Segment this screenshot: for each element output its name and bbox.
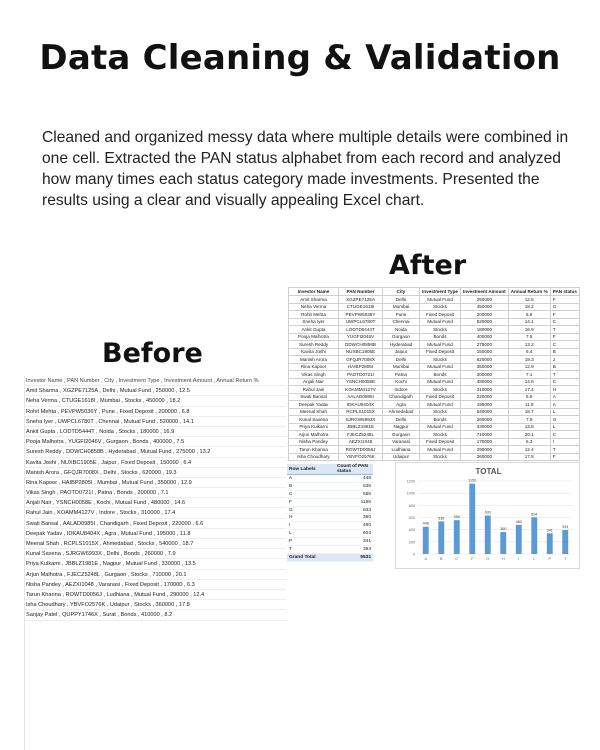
after-cell: 12.5 [508, 296, 550, 304]
after-cell: G [550, 303, 579, 311]
after-cell: L [550, 408, 579, 416]
table-row [289, 401, 580, 409]
after-cell: 710000 [461, 431, 509, 439]
before-data-line: Deepak Yadav , IDKAU8404X , Agra , Mutual Fund , 195000 , 11.8 [25, 529, 286, 539]
after-cell: G [550, 416, 579, 424]
pivot-count-cell: 394 [335, 546, 373, 554]
pivot-count-cell: 480 [335, 522, 373, 530]
after-cell: 540000 [461, 408, 509, 416]
after-cell: Ankit Gupta [289, 326, 339, 334]
x-tick-label: T [564, 557, 567, 561]
after-cell: Amit Sharma [289, 296, 339, 304]
after-cell: Varanasi [383, 438, 420, 446]
after-cell: Pune [383, 311, 420, 319]
after-cell: Hyderabad [383, 341, 420, 349]
after-cell: Mutual Fund [420, 446, 461, 454]
after-cell: 12.4 [508, 446, 550, 454]
pivot-count-cell: 633 [335, 506, 373, 514]
pivot-row [287, 498, 373, 506]
table-row [289, 453, 580, 461]
before-data-line: Nisha Pandey , AEZXI1048 , Varanasi , Fixed Deposit , 170000 , 6.3 [25, 580, 286, 590]
table-row [289, 423, 580, 431]
table-row [289, 408, 580, 416]
before-data-line: Priya Kulkarni , JBBLZ1981E , Nagpur , Mutual Fund , 330000 , 13.5 [25, 559, 286, 569]
table-row [289, 393, 580, 401]
table-row [289, 386, 580, 394]
after-cell: YUGFI2046V [339, 333, 383, 341]
after-cell: 17.8 [508, 453, 550, 461]
after-cell: 18.7 [508, 408, 550, 416]
after-cell: C [550, 341, 579, 349]
after-cell: Kavita Joshi [289, 348, 339, 356]
after-cell: 18.2 [508, 303, 550, 311]
table-row [289, 371, 580, 379]
after-cell: I [550, 438, 579, 446]
bar-data-label: 604 [531, 512, 538, 517]
after-cell: A [550, 401, 579, 409]
pivot-label-cell: L [287, 530, 335, 538]
after-cell: 6.8 [508, 311, 550, 319]
after-cell: B [550, 348, 579, 356]
after-cell: 200000 [461, 311, 509, 319]
after-cell: C [550, 318, 579, 326]
after-cell: F [550, 453, 579, 461]
after-cell: AEZXI1048 [339, 438, 383, 446]
after-cell: Neha Verma [289, 303, 339, 311]
bar [531, 517, 537, 554]
chart-title: TOTAL [475, 467, 502, 476]
table-row [289, 363, 580, 371]
bar [500, 532, 506, 554]
table-row [289, 333, 580, 341]
after-header-cell: Investor Name [289, 288, 339, 296]
after-cell: Nisha Pandey [289, 438, 339, 446]
after-cell: 19.3 [508, 356, 550, 364]
bar [547, 533, 553, 554]
after-cell: Mutual Fund [420, 363, 461, 371]
after-cell: 13.2 [508, 341, 550, 349]
after-cell: 195000 [461, 401, 509, 409]
pivot-label-cell: H [287, 514, 335, 522]
after-cell: Rina Kapoor [289, 363, 339, 371]
after-cell: Stocks [420, 326, 461, 334]
pivot-label-cell: G [287, 506, 335, 514]
after-cell: YBVFO2576K [339, 453, 383, 461]
bar-data-label: 633 [484, 510, 491, 515]
bar-data-label: 341 [546, 528, 553, 533]
after-cell: AALAD0985I [339, 393, 383, 401]
after-cell: Gurgaon [383, 333, 420, 341]
bar [423, 527, 429, 554]
after-header-cell: PAN Number [339, 288, 383, 296]
after-cell: Fixed Deposit [420, 311, 461, 319]
after-cell: Delhi [383, 356, 420, 364]
chart-canvas [396, 463, 581, 570]
after-cell: Delhi [383, 416, 420, 424]
pivot-row [287, 482, 373, 490]
before-data-line: Anjali Nair , YSNCH0058E , Kochi , Mutual Fund , 480000 , 14.6 [25, 498, 286, 508]
after-cell: Kochi [383, 378, 420, 386]
pivot-label-cell: I [287, 522, 335, 530]
after-cell: C [550, 378, 579, 386]
after-cell: Bonds [420, 416, 461, 424]
pivot-count-cell: 556 [335, 490, 373, 498]
after-cell: Mumbai [383, 303, 420, 311]
after-cell: 14.1 [508, 318, 550, 326]
after-cell: Udaipur [383, 453, 420, 461]
after-cell: Mutual Fund [420, 318, 461, 326]
table-row [289, 341, 580, 349]
after-cell: Ahmedabad [383, 408, 420, 416]
after-cell: Swati Bansal [289, 393, 339, 401]
pivot-count-cell: 448 [335, 475, 373, 483]
after-cell: 7.5 [508, 333, 550, 341]
after-cell: Priya Kulkarni [289, 423, 339, 431]
after-cell: 360000 [461, 453, 509, 461]
before-data-line: Manish Arora , GFQJR7008X , Delhi , Stocks , 620000 , 19.3 [25, 468, 286, 478]
after-cell: PAOTD0721I [339, 371, 383, 379]
after-cell: 350000 [461, 363, 509, 371]
after-cell: Stocks [420, 453, 461, 461]
x-tick-label: B [439, 557, 443, 561]
pivot-total-value: 5531 [335, 553, 373, 561]
pivot-row [287, 538, 373, 546]
after-header-cell: Investment Amount [461, 288, 509, 296]
after-cell: 310000 [461, 386, 509, 394]
after-cell: 150000 [461, 348, 509, 356]
after-cell: PEVPW5036Y [339, 311, 383, 319]
after-cell: Rohit Mehta [289, 311, 339, 319]
after-cell: Mutual Fund [420, 401, 461, 409]
description: Cleaned and organized messy data where multiple details were combined in one cell. Extracted the PAN status alphabet from each record and analyzed how many times each status category made investments. Presented the results using a clear and visually appealing Excel chart. [42, 129, 569, 209]
bar [516, 525, 522, 554]
bar-data-label: 360 [500, 527, 507, 532]
after-cell: Isha Choudhary [289, 453, 339, 461]
after-header-cell: PAN status [550, 288, 579, 296]
after-cell: Bonds [420, 371, 461, 379]
before-data-line: Rahul Jain , KOAMM4127V , Indore , Stocks , 310000 , 17.4 [25, 508, 286, 518]
before-heading: Before [102, 338, 203, 369]
pivot-row [287, 490, 373, 498]
before-header-line: Investor Name , PAN Number , City , Investment Type , Investment Amount , Annual Return % [25, 376, 286, 386]
before-data-line: Suresh Reddy , DDWCH0858B , Hyderabad , Mutual Fund , 275000 , 13.2 [25, 447, 286, 457]
after-cell: F [550, 311, 579, 319]
after-header-cell: Annual Return % [508, 288, 550, 296]
table-row [289, 303, 580, 311]
after-cell: Fixed Deposit [420, 393, 461, 401]
after-cell: Mutual Fund [420, 341, 461, 349]
after-cell: Nagpur [383, 423, 420, 431]
after-cell: F [550, 296, 579, 304]
after-cell: Kunal Saxena [289, 416, 339, 424]
before-data-line: Kavita Joshi , NUXBC1905E , Jaipur , Fixed Deposit , 150000 , 6.4 [25, 458, 286, 468]
after-cell: Delhi [383, 296, 420, 304]
before-data-line: Isha Choudhary , YBVFO2576K , Udaipur , Stocks , 360000 , 17.8 [25, 600, 286, 610]
table-row [289, 348, 580, 356]
after-cell: Chennai [383, 318, 420, 326]
before-data-line: Vikas Singh , PAOTD0721I , Patna , Bonds , 200000 , 7.1 [25, 488, 286, 498]
pivot-label-cell: C [287, 490, 335, 498]
after-cell: Jaipur [383, 348, 420, 356]
after-cell: KOAMM4127V [339, 386, 383, 394]
pivot-row [287, 506, 373, 514]
after-cell: YSNCH0058E [339, 378, 383, 386]
after-cell: IDKAU8404X [339, 401, 383, 409]
after-cell: Stocks [420, 303, 461, 311]
after-cleaned-table [288, 287, 580, 461]
y-tick-label: 600 [408, 516, 415, 520]
after-cell: Mutual Fund [420, 296, 461, 304]
before-data-line: Tarun Khanna , ROWTD0056J , Ludhiana , Mutual Fund , 290000 , 12.4 [25, 590, 286, 600]
after-cell: Gurgaon [383, 431, 420, 439]
pivot-row [287, 530, 373, 538]
bar-data-label: 394 [562, 525, 569, 530]
after-cell: Ludhiana [383, 446, 420, 454]
after-cell: Rahul Jain [289, 386, 339, 394]
after-cell: Chandigarh [383, 393, 420, 401]
after-cell: ROWTD0056J [339, 446, 383, 454]
after-cell: 170000 [461, 438, 509, 446]
pivot-count-cell: 1156 [335, 498, 373, 506]
after-cell: T [550, 326, 579, 334]
after-cell: Mutual Fund [420, 378, 461, 386]
after-cell: HAIBP2805I [339, 363, 383, 371]
y-tick-label: 0 [412, 552, 415, 557]
after-cell: 250000 [461, 296, 509, 304]
after-cell: Vikas Singh [289, 371, 339, 379]
pivot-count-cell: 536 [335, 482, 373, 490]
pivot-table [287, 464, 373, 562]
after-cell: 13.5 [508, 423, 550, 431]
table-row [289, 378, 580, 386]
before-data-line: Kunal Saxena , SJRGW6993X , Delhi , Bonds , 260000 , 7.9 [25, 549, 286, 559]
bar-data-label: 448 [422, 521, 429, 526]
after-cell: 180000 [461, 326, 509, 334]
after-cell: CTUGE1618I [339, 303, 383, 311]
after-cell: Stocks [420, 356, 461, 364]
after-cell: 480000 [461, 378, 509, 386]
table-row [289, 296, 580, 304]
before-data-line: Meenal Shah , RCPLS1015X , Ahmedabad , Stocks , 540000 , 18.7 [25, 539, 286, 549]
pivot-total-label: Grand Total [287, 553, 335, 561]
after-cell: 620000 [461, 356, 509, 364]
after-cell: 290000 [461, 446, 509, 454]
table-row [289, 438, 580, 446]
after-header-cell: Investment Type [420, 288, 461, 296]
x-tick-label: P [548, 557, 552, 561]
x-tick-label: F [471, 557, 474, 561]
page-title: Data Cleaning & Validation [39, 38, 561, 78]
x-tick-label: C [455, 557, 459, 561]
y-tick-label: 800 [408, 503, 415, 508]
before-data-line: Swati Bansal , AALAD0985I , Chandigarh , Fixed Deposit , 220000 , 6.6 [25, 519, 286, 529]
x-tick-label: H [501, 557, 505, 561]
after-cell: FJECZ5248L [339, 431, 383, 439]
table-row [289, 416, 580, 424]
after-cell: T [550, 371, 579, 379]
after-cell: Patna [383, 371, 420, 379]
bar [438, 521, 444, 554]
after-cell: 16.9 [508, 326, 550, 334]
after-cell: 6.4 [508, 348, 550, 356]
x-tick-label: I [518, 557, 520, 561]
before-data-line: Amit Sharma , XGZPE7125A , Delhi , Mutual Fund , 250000 , 12.5 [25, 386, 286, 396]
pivot-row [287, 546, 373, 554]
bar [485, 515, 491, 554]
after-cell: 220000 [461, 393, 509, 401]
pivot-count-cell: 341 [335, 538, 373, 546]
after-cell: 14.6 [508, 378, 550, 386]
after-cell: F [550, 333, 579, 341]
after-cell: Agra [383, 401, 420, 409]
before-data-line: Arjun Malhotra , FJECZ5248L , Gurgaon , Stocks , 710000 , 20.1 [25, 570, 286, 580]
after-cell: 400000 [461, 333, 509, 341]
after-cell: Sneha Iyer [289, 318, 339, 326]
before-data-line: Ankit Gupta , LODTD5444T , Noida , Stocks , 180000 , 16.9 [25, 427, 286, 437]
before-data-line: Neha Verma , CTUGE1618I , Mumbai , Stocks , 450000 , 18.2 [25, 396, 286, 406]
after-cell: 12.9 [508, 363, 550, 371]
after-cell: JBBLZ1981E [339, 423, 383, 431]
after-cell: DDWCH0858B [339, 341, 383, 349]
after-cell: 520000 [461, 318, 509, 326]
after-cell: Tarun Khanna [289, 446, 339, 454]
after-cell: 6.3 [508, 438, 550, 446]
pivot-label-cell: A [287, 475, 335, 483]
before-data-line: Rina Kapoor , HAIBP2805I , Mumbai , Mutual Fund , 350000 , 12.9 [25, 478, 286, 488]
after-cell: UWPCL6780T [339, 318, 383, 326]
after-cell: Fixed Deposit [420, 348, 461, 356]
y-tick-label: 1200 [406, 479, 415, 484]
after-cell: SJRGW6993X [339, 416, 383, 424]
total-bar-chart [395, 462, 580, 569]
pivot-total-row [287, 553, 373, 561]
bar [454, 520, 460, 554]
after-cell: Stocks [420, 431, 461, 439]
after-cell: 275000 [461, 341, 509, 349]
after-cell: Mumbai [383, 363, 420, 371]
before-data-line: Rohit Mehta , PEVPW5036Y , Pune , Fixed Deposit , 200000 , 6.8 [25, 407, 286, 417]
after-cell: RCPLS1015X [339, 408, 383, 416]
table-row [289, 326, 580, 334]
pivot-row [287, 514, 373, 522]
bar-data-label: 536 [438, 516, 445, 521]
pivot-label-cell: T [287, 546, 335, 554]
pivot-label-cell: B [287, 482, 335, 490]
before-data-line: Sneha Iyer , UWPCL6780T , Chennai , Mutual Fund , 520000 , 14.1 [25, 417, 286, 427]
after-cell: Mutual Fund [420, 423, 461, 431]
after-cell: Arjun Malhotra [289, 431, 339, 439]
pivot-count-cell: 360 [335, 514, 373, 522]
after-cell: 200000 [461, 371, 509, 379]
pivot-header-count: Count of PAN status [335, 464, 373, 475]
after-cell: H [550, 386, 579, 394]
after-cell: B [550, 363, 579, 371]
after-cell: LODTD5444T [339, 326, 383, 334]
table-row [289, 446, 580, 454]
after-cell: GFQJR7008X [339, 356, 383, 364]
x-tick-label: L [533, 557, 536, 561]
pivot-label-cell: F [287, 498, 335, 506]
pivot-label-cell: P [287, 538, 335, 546]
after-cell: Anjali Nair [289, 378, 339, 386]
after-cell: A [550, 393, 579, 401]
bar-data-label: 1156 [468, 478, 477, 483]
after-cell: Deepak Yadav [289, 401, 339, 409]
after-cell: 450000 [461, 303, 509, 311]
after-cell: Pooja Malhotra [289, 333, 339, 341]
y-tick-label: 400 [408, 528, 415, 533]
y-tick-label: 200 [408, 540, 415, 545]
after-cell: Fixed Deposit [420, 438, 461, 446]
after-cell: Manish Arora [289, 356, 339, 364]
after-cell: C [550, 431, 579, 439]
table-row [289, 311, 580, 319]
table-row [289, 318, 580, 326]
after-cell: Noida [383, 326, 420, 334]
after-cell: NUXBC1905E [339, 348, 383, 356]
after-cell: Meenal Shah [289, 408, 339, 416]
pivot-count-cell: 604 [335, 530, 373, 538]
after-header-cell: City [383, 288, 420, 296]
after-cell: Suresh Reddy [289, 341, 339, 349]
after-cell: 6.6 [508, 393, 550, 401]
pivot-header-row-labels: Row Labels [287, 464, 335, 475]
bar-data-label: 480 [515, 519, 522, 524]
table-row [289, 431, 580, 439]
pivot-row [287, 522, 373, 530]
after-cell: T [550, 446, 579, 454]
before-data-line: Sanjay Patel , QUPPY1746X , Surat , Bonds , 410000 , 8.2 [25, 610, 286, 620]
bar [562, 530, 568, 554]
table-row [289, 356, 580, 364]
x-tick-label: G [486, 557, 490, 561]
after-cell: 260000 [461, 416, 509, 424]
bar [469, 484, 475, 554]
after-cell: 17.4 [508, 386, 550, 394]
pivot-row [287, 475, 373, 483]
after-cell: 7.9 [508, 416, 550, 424]
after-cell: 7.1 [508, 371, 550, 379]
before-data-line: Pooja Malhotra , YUGFI2046V , Gurgaon , Bonds , 400000 , 7.5 [25, 437, 286, 447]
after-cell: 330000 [461, 423, 509, 431]
bar-data-label: 556 [453, 515, 460, 520]
after-cell: 11.8 [508, 401, 550, 409]
after-cell: L [550, 423, 579, 431]
after-heading: After [389, 250, 467, 281]
after-cell: Stocks [420, 408, 461, 416]
x-tick-label: A [424, 557, 428, 561]
after-cell: Stocks [420, 386, 461, 394]
after-cell: Bonds [420, 333, 461, 341]
after-cell: Indore [383, 386, 420, 394]
after-cell: J [550, 356, 579, 364]
y-tick-label: 1000 [406, 491, 415, 496]
after-cell: 20.1 [508, 431, 550, 439]
before-raw-data [24, 376, 286, 750]
after-cell: XGZPE7125A [339, 296, 383, 304]
